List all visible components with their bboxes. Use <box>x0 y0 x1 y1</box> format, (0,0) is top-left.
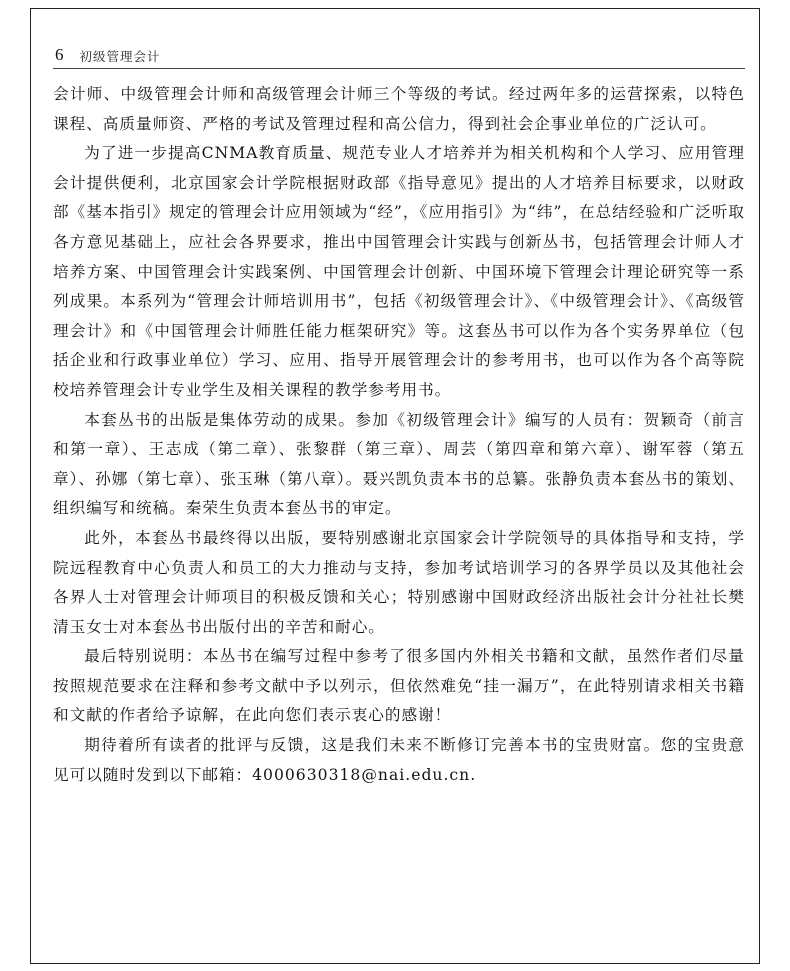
page-frame <box>30 8 760 964</box>
paragraph-feedback: 期待着所有读者的批评与反馈，这是我们未来不断修订完善本书的宝贵财富。您的宝贵意见可以随时发到以下邮箱：4000630318@nai.edu.cn. <box>53 736 745 784</box>
body-text <box>53 80 745 790</box>
page-number: 6 <box>55 45 64 64</box>
paragraph-acknowledgements: 此外，本套丛书最终得以出版，要特别感谢北京国家会计学院领导的具体指导和支持，学院远程教育中心负责人和员工的大力推动与支持，参加考试培训学习的各界学员以及其他社会各界人士对管理会计师项目的积极反馈和关心；特别感谢中国财政经济出版社会计分社社长樊清玉女士对本套丛书出版付出的辛苦和耐心。 <box>53 528 745 636</box>
book-title: 初级管理会计 <box>79 49 161 64</box>
paragraph-final-note: 最后特别说明：本丛书在编写过程中参考了很多国内外相关书籍和文献，虽然作者们尽量按照规范要求在注释和参考文献中予以列示，但依然难免“挂一漏万”，在此特别请求相关书籍和文献的作者给予谅解，在此向您们表示衷心的感谢！ <box>53 647 745 725</box>
paragraph-authors: 本套丛书的出版是集体劳动的成果。参加《初级管理会计》编写的人员有：贺颖奇（前言和第一章）、王志成（第二章）、张黎群（第三章）、周芸（第四章和第六章）、谢军蓉（第五章）、孙娜（第七章）、张玉琳（第八章）。聂兴凯负责本书的总纂。张静负责本套丛书的策划、组织编写和统稿。秦荣生负责本套丛书的审定。 <box>53 410 745 518</box>
paragraph-cnma-series: 为了进一步提高CNMA教育质量、规范专业人才培养并为相关机构和个人学习、应用管理会计提供便利，北京国家会计学院根据财政部《指导意见》提出的人才培养目标要求，以财政部《基本指引》规定的管理会计应用领域为“经”，《应用指引》为“纬”，在总结经验和广泛听取各方意见基础上，应社会各界要求，推出中国管理会计实践与创新丛书，包括管理会计师人才培养方案、中国管理会计实践案例、中国管理会计创新、中国环境下管理会计理论研究等一系列成果。本系列为“管理会计师培训用书”，包括《初级管理会计》、《中级管理会计》、《高级管理会计》和《中国管理会计师胜任能力框架研究》等。这套丛书可以作为各个实务界单位（包括企业和行政事业单位）学习、应用、指导开展管理会计的参考用书，也可以作为各个高等院校培养管理会计专业学生及相关课程的教学参考用书。 <box>53 144 745 399</box>
running-header <box>53 39 745 69</box>
paragraph-continued: 会计师、中级管理会计师和高级管理会计师三个等级的考试。经过两年多的运营探索，以特色课程、高质量师资、严格的考试及管理过程和高公信力，得到社会企事业单位的广泛认可。 <box>53 85 745 133</box>
